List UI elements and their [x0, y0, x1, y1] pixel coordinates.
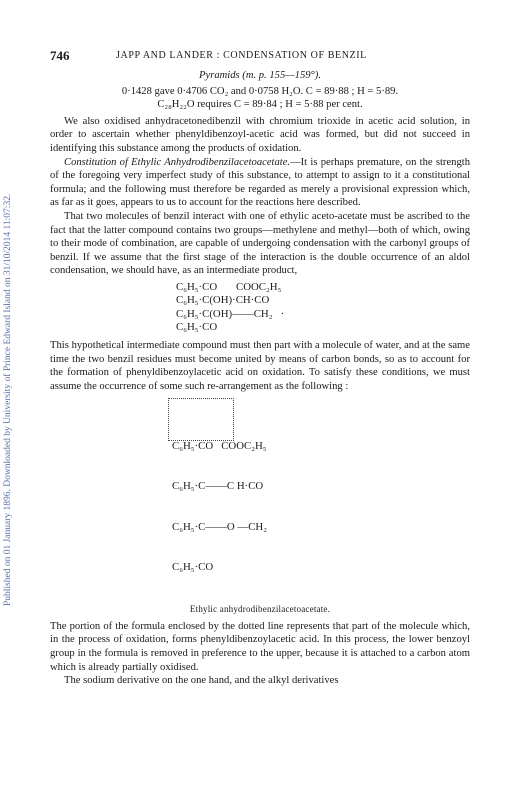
formula-block — [172, 399, 470, 602]
download-watermark: Published on 01 January 1896. Downloaded by University of Prince Edward Island on 31/10/2014 11:07:32. — [3, 193, 13, 607]
rearranged-formula — [50, 399, 470, 602]
formula-line: C₆H₅·C(OH)——CH₂ · — [176, 307, 285, 320]
journal-page — [50, 48, 470, 688]
page-header — [50, 48, 470, 66]
pyramids-heading: Pyramids (m. p. 155—159°). — [199, 70, 321, 81]
formula-line: C₆H₅·CO — [176, 321, 218, 334]
paragraph-interaction: That two molecules of benzil interact with one of ethylic aceto-acetate must be ascribed to the fact that the latter compound contains two groups—methylene and methyl—both of which, owing to their mode of combination, are capable of undergoing condensation with the carbonyl groups of benzil. If we assume that the first stage of the interaction is the double occurrence of an aldol condensation, we should have, as an intermediate product, — [50, 210, 470, 277]
formula-line: C₆H₅·CO COOC₂H₅ — [176, 280, 282, 293]
formula-line: C₆H₅·C——O —CH₂ — [172, 520, 267, 533]
paragraph-oxidation: We also oxidised anhydracetonedibenzil with chromium trioxide in acetic acid solution, in order to ascertain whether phenyldibenzoyl-acetic acid was formed, but did not succeed in identifying this substance among the products of oxidation. — [50, 115, 470, 154]
formula-line: C₆H₅·C(OH)·CH·CO — [176, 294, 270, 307]
paragraph-sodium: The sodium derivative on the one hand, and the alkyl derivatives — [64, 675, 339, 687]
paragraph-dotted-line: The portion of the formula enclosed by the dotted line represents that part of the molecule which, in the process of oxidation, forms phenyldibenzoylacetic acid. In this process, the lower benzoyl group in the formula is removed in preference to the upper, because it is attached to a carbon atom which is already partially oxidised. — [50, 620, 470, 673]
analysis-required: C₂₈H₂₂O requires C = 89·84 ; H = 5·88 per cent. — [157, 99, 363, 111]
paragraph-constitution — [50, 156, 470, 210]
page-number: 746 — [50, 48, 70, 63]
running-head: JAPP AND LANDER : CONDENSATION OF BENZIL — [116, 50, 367, 61]
constitution-text: —It is perhaps premature, on the strength of the foregoing very imperfect study of this substance, to attempt to assign to it a constitutional formula; and the following must therefore be regarded as merely a provisional expression which, as far as it goes, appears to us to account for the reactions here described. — [50, 156, 470, 209]
formula-caption: Ethylic anhydrodibenzilacetoacetate. — [189, 603, 331, 614]
intermediate-formula — [50, 281, 470, 335]
formula-line: C₆H₅·CO — [172, 561, 214, 574]
constitution-title: Constitution of Ethylic Anhydrodibenzilacetoacetate. — [64, 156, 291, 168]
formula-line: C₆H₅·CO COOC₂H₅ — [172, 439, 267, 452]
dotted-enclosure — [168, 398, 234, 441]
formula-line: C₆H₅·C——C H·CO — [172, 480, 264, 493]
analysis-result: 0·1428 gave 0·4706 CO₂ and 0·0758 H₂O. C = 89·88 ; H = 5·89. — [121, 85, 399, 97]
paragraph-rearrangement: This hypothetical intermediate compound must then part with a molecule of water, and at the same time the two benzil residues must become united by means of carbon bonds, so as to account for the formation of phenyldibenzoylacetic acid on oxidation. To satisfy these conditions, we must assume the occurrence of some such re-arrangement as the following : — [50, 339, 470, 392]
